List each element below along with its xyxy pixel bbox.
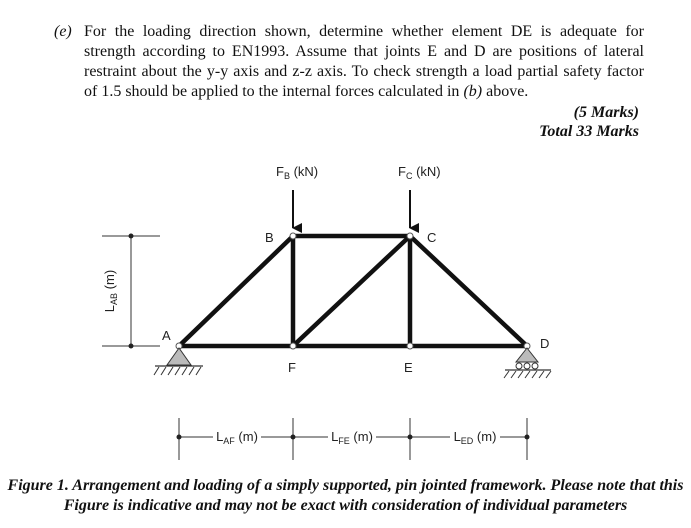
pin-support-a	[154, 348, 203, 375]
span-label-fe: $L_{FE}$ (m)	[331, 429, 373, 446]
height-label: $L_{AB}$ (m)	[102, 269, 119, 313]
node-label-e: E	[404, 360, 413, 375]
node-label-f: F	[288, 360, 296, 375]
height-dim-dot-top	[129, 234, 134, 239]
span-label-ed: $L_{ED}$ (m)	[453, 429, 497, 446]
member-fc	[293, 236, 410, 346]
node-label-a: A	[162, 328, 171, 343]
question-label: (e)	[54, 23, 72, 40]
node-label-c: C	[427, 230, 437, 245]
joint-c	[407, 233, 413, 239]
node-label-b: B	[265, 230, 274, 245]
load-label-fb: $F_B$ (kN)	[276, 164, 319, 181]
truss-members	[179, 236, 527, 346]
question-reference: (b)	[463, 83, 483, 100]
load-label-fc: $F_C$ (kN)	[398, 164, 441, 181]
span-label-af: $L_{AF}$ (m)	[216, 429, 258, 446]
part-marks: (5 Marks)	[573, 104, 639, 121]
node-label-d: D	[540, 336, 550, 351]
question-text-end: above.	[482, 83, 529, 100]
question-text-main: For the loading direction shown, determine whether element DE is adequate for strength according to EN1993. Assume that joints E and D are positions of lateral restraint about the y-y axis and z-z axis. To check strength a load partial safety factor of 1.5 should be applied to the internal forces calculated in	[84, 23, 644, 100]
joint-f	[290, 343, 296, 349]
roller-support-d	[504, 348, 551, 378]
height-dim-dot-bottom	[129, 344, 134, 349]
joint-b	[290, 233, 296, 239]
member-cd	[410, 236, 527, 346]
total-marks: Total 33 Marks	[539, 123, 639, 140]
member-ab	[179, 236, 293, 346]
figure-caption: Figure 1. Arrangement and loading of a simply supported, pin jointed framework. Please note that this Figure is indicative and may not be exact with consideration of individual parameters	[7, 477, 684, 514]
joint-e	[407, 343, 413, 349]
